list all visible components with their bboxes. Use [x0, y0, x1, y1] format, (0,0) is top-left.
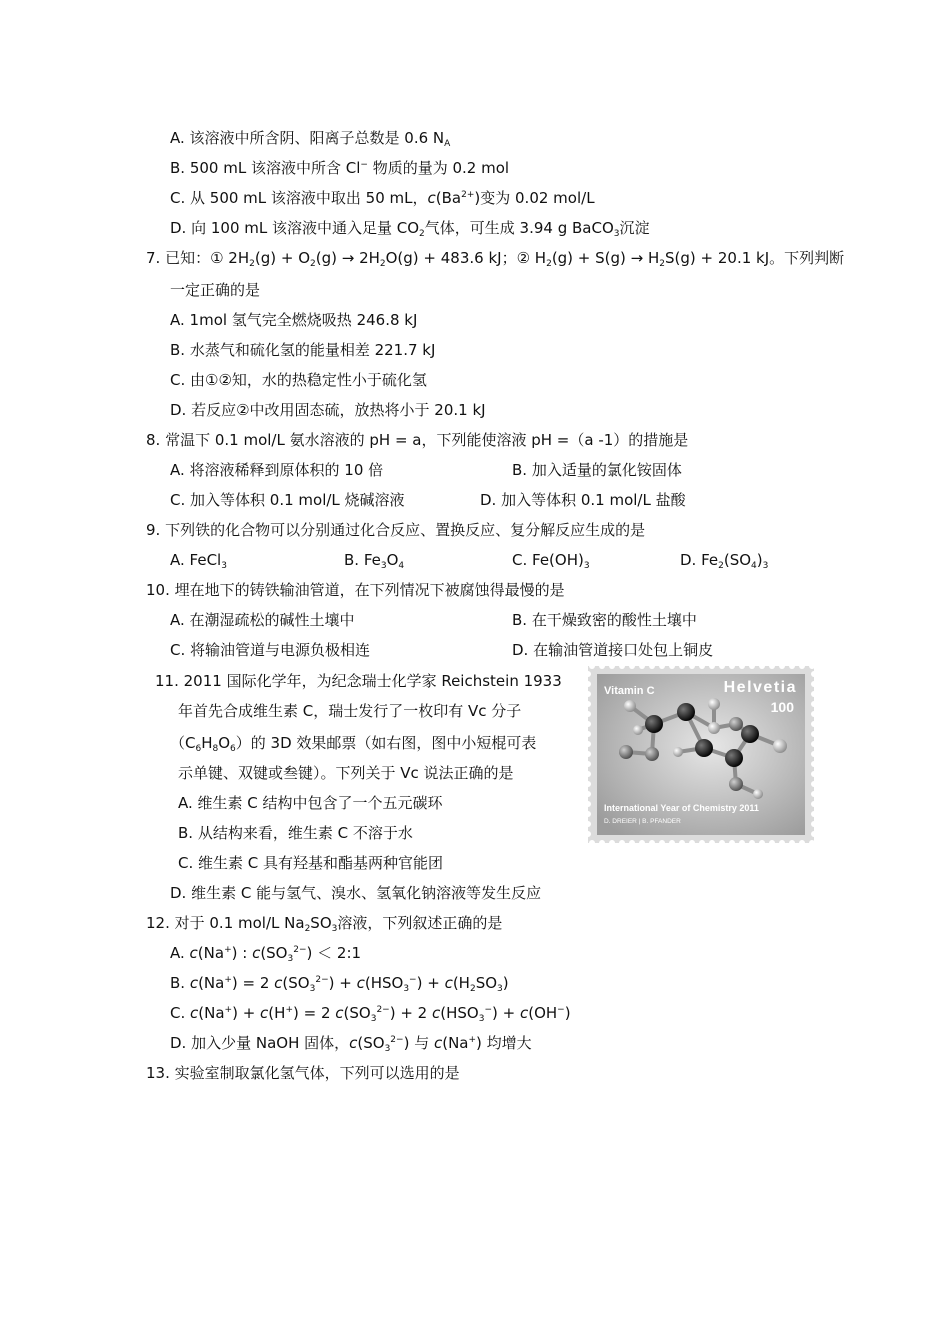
q11-stem-line1: 11. 2011 国际化学年，为纪念瑞士化学家 Reichstein 1933 [155, 672, 562, 690]
q9-option-d: D. $Fe_2(SO_4)_3$ [680, 551, 769, 571]
q7-option-b: B. 水蒸气和硫化氢的能量相差 221.7 kJ [170, 341, 436, 359]
q12-option-a: A. c(Na+) : $c(SO_3^{2-})$ ＜ 2:1 [170, 944, 362, 964]
q10-stem: 10. 埋在地下的铸铁输油管道，在下列情况下被腐蚀得最慢的是 [146, 581, 565, 599]
q11-stem-line2: 年首先合成维生素 C，瑞士发行了一枚印有 Vc 分子 [178, 702, 522, 720]
q8-option-b: B. 加入适量的氯化铵固体 [512, 461, 682, 479]
q6-option-a: A. 该溶液中所含阴、阳离子总数是 0.6 $N_A$ [170, 129, 451, 149]
stamp-credit: D. DREIER | B. PFANDER [604, 818, 681, 825]
q9-stem: 9. 下列铁的化合物可以分别通过化合反应、置换反应、复分解反应生成的是 [146, 521, 646, 539]
q11-option-c: C. 维生素 C 具有羟基和酯基两种官能团 [178, 854, 444, 872]
q10-option-b: B. 在干燥致密的酸性土壤中 [512, 611, 697, 629]
q11-option-a: A. 维生素 C 结构中包含了一个五元碳环 [178, 794, 443, 812]
q7-stem-line2: 一定正确的是 [170, 281, 261, 299]
q8-option-c: C. 加入等体积 0.1 mol/L 烧碱溶液 [170, 491, 405, 509]
q12-stem: 12. 对于 0.1 mol/L $Na_2SO_3$溶液，下列叙述正确的是 [146, 914, 503, 934]
q12-option-d: D. 加入少量 NaOH 固体，$c(SO_3^{2-})$ 与 c(Na+) 均增大 [170, 1034, 532, 1054]
q11-stem-line3: $(C_6H_8O_6)$的 3D 效果邮票（如右图，图中小短棍可表 [170, 734, 537, 754]
q7-option-a: A. 1mol 氢气完全燃烧吸热 246.8 kJ [170, 311, 418, 329]
q11-stem-line4: 示单键、双键或叁键）。下列关于 Vc 说法正确的是 [178, 764, 514, 782]
q8-stem: 8. 常温下 0.1 mol/L 氨水溶液的 pH = a，下列能使溶液 pH =（a -1）的措施是 [146, 431, 689, 449]
q12-option-c: C. c(Na+) + c(H+) = 2 $c(SO_3^{2-}) + 2$ $c(HSO_3^-) + c(OH^-)$ [170, 1004, 571, 1024]
q11-option-b: B. 从结构来看，维生素 C 不溶于水 [178, 824, 413, 842]
q10-option-d: D. 在输油管道接口处包上铜皮 [512, 641, 714, 659]
q9-option-c: C. $Fe(OH)_3$ [512, 551, 590, 571]
q11-option-d: D. 维生素 C 能与氢气、溴水、氢氧化钠溶液等发生反应 [170, 884, 542, 902]
q6-option-d: D. 向 100 mL 该溶液中通入足量 $CO_2$气体，可生成 3.94 g BaCO$_3$沉淀 [170, 219, 650, 239]
q9-option-b: B. $Fe_3O_4$ [344, 551, 405, 571]
stamp-country: Helvetia [723, 679, 797, 696]
q7-stem-line1: 7. 已知：① $2H_2(g) + O_2(g) \to 2H_2O(g) + 483.6$ kJ；② $H_2(g) + S(g) \to H_2S(g) + 20.1$ kJ。下列判断 [146, 249, 845, 269]
stamp-value: 100 [770, 699, 794, 715]
q10-option-a: A. 在潮湿疏松的碱性土壤中 [170, 611, 355, 629]
stamp-title: Vitamin C [604, 685, 655, 697]
q7-option-c: C. 由①②知，水的热稳定性小于硫化氢 [170, 371, 427, 389]
q6-option-c: C. 从 500 mL 该溶液中取出 50 mL，$c(Ba^{2+})$变为 0.02 mol/L [170, 189, 595, 207]
q12-option-b: B. c(Na+) = 2 $c(SO_3^{2-}) + c(HSO_3^-) + c(H_2SO_3)$ [170, 974, 509, 994]
q8-option-a: A. 将溶液稀释到原体积的 10 倍 [170, 461, 384, 479]
q10-option-c: C. 将输油管道与电源负极相连 [170, 641, 371, 659]
q9-option-a: A. FeCl$_3$ [170, 551, 227, 571]
q7-option-d: D. 若反应②中改用固态硫，放热将小于 20.1 kJ [170, 401, 486, 419]
q8-option-d: D. 加入等体积 0.1 mol/L 盐酸 [480, 491, 686, 509]
vitamin-c-stamp [588, 666, 814, 843]
q6-option-b: B. 500 mL 该溶液中所含 Cl− 物质的量为 0.2 mol [170, 159, 510, 177]
q13-stem: 13. 实验室制取氯化氢气体，下列可以选用的是 [146, 1064, 460, 1082]
stamp-caption: International Year of Chemistry 2011 [604, 803, 759, 813]
